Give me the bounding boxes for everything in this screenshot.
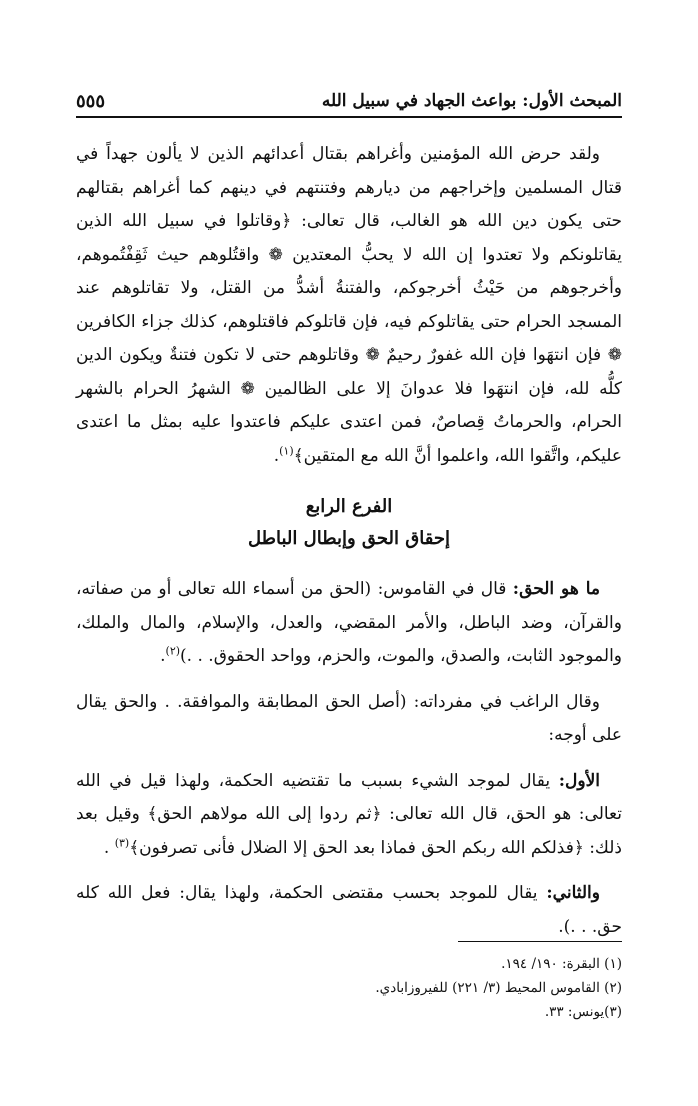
- section-heading: [76, 491, 622, 555]
- paragraph-definition: ما هو الحق: قال في القاموس: (الحق من أسماء الله تعالى أو من صفاته، والقرآن، وضد الباطل، والأمر المقضي، والعدل، والإسلام، والمال والملك، والموجود الثابت، والصدق، والموت، والحزم، وواحد الحقوق. . .)$^{(٢)}$.: [76, 579, 622, 666]
- page-header: [76, 88, 622, 114]
- footnote-ref-3[interactable]: (٣): [114, 835, 130, 849]
- running-title: المبحث الأول: بواعث الجهاد في سبيل الله: [321, 91, 622, 111]
- footnotes: [76, 952, 622, 1024]
- header-divider: [76, 116, 622, 118]
- section-title: إحقاق الحق وإبطال الباطل: [248, 528, 450, 549]
- page-number: ٥٥٥: [76, 90, 106, 112]
- footnote-1: (١) البقرة: ١٩٠/ ١٩٤.: [501, 956, 622, 972]
- footnote-divider: [458, 941, 622, 942]
- section-branch: الفرع الرابع: [305, 496, 393, 517]
- paragraph-second-meaning: والثاني: يقال للموجد بحسب مقتضى الحكمة، ولهذا يقال: فعل الله كله حق. . .).: [76, 883, 622, 937]
- footnote-3: (٣)يونس: ٣٣.: [544, 1004, 622, 1020]
- paragraph-intro: ولقد حرض الله المؤمنين وأغراهم بقتال أعدائهم الذين لا يألون جهداً في قتال المسلمين وإخراجهم من ديارهم وفتنتهم في دينهم كما أغراهم بقتالهم حتى يكون دين الله هو الغالب، قال تعالى: ﴿وقاتلوا في سبيل الله الذين يقاتلونكم ولا تعتدوا إن الله لا يحبُّ المعتدين ❁ واقتُلوهم حيث ثَقِفْتُموهم، وأخرجوهم من حَيْثُ أخرجوكم، والفتنةُ أشدُّ من القتل، ولا تقاتلوهم عند المسجد الحرام حتى يقاتلوكم فيه، فإن قاتلوكم فاقتلوهم، كذلك جزاء الكافرين ❁ فإن انتهَوا فإن الله غفورٌ رحيمٌ ❁ وقاتلوهم حتى لا تكون فتنةٌ ويكون الدين كلُّه لله، فإن انتهَوا فلا عدوانَ إلا على الظالمين ❁ الشهرُ الحرام بالشهر الحرام، والحرماتُ قِصاصٌ، فمن اعتدى عليكم فاعتدوا عليه بمثل ما اعتدى عليكم، واتَّقوا الله، واعلموا أنَّ الله مع المتقين﴾$^{(١)}$.: [76, 144, 622, 466]
- paragraph-raghib: وقال الراغب في مفرداته: (أصل الحق المطابقة والموافقة. . والحق يقال على أوجه:: [76, 691, 622, 745]
- footnote-ref-2[interactable]: (٢): [165, 644, 181, 658]
- term-label: الأول:: [558, 770, 600, 791]
- body-text: [76, 138, 622, 944]
- footnote-ref-1[interactable]: (١): [279, 443, 294, 457]
- paragraph-first-meaning: الأول: يقال لموجد الشيء بسبب ما تقتضيه الحكمة، ولهذا قيل في الله تعالى: هو الحق، قال الله تعالى: ﴿ثم ردوا إلى الله مولاهم الحق﴾ وقيل بعد ذلك: ﴿فذلكم الله ربكم الحق فماذا بعد الحق إلا الضلال فأنى تصرفون﴾$^{(٣)}$ .: [76, 770, 622, 858]
- term-label: والثاني:: [546, 883, 600, 903]
- term-label: ما هو الحق:: [512, 579, 600, 599]
- footnote-2: (٢) القاموس المحيط (٣/ ٢٢١) للفيروزابادي.: [375, 980, 622, 996]
